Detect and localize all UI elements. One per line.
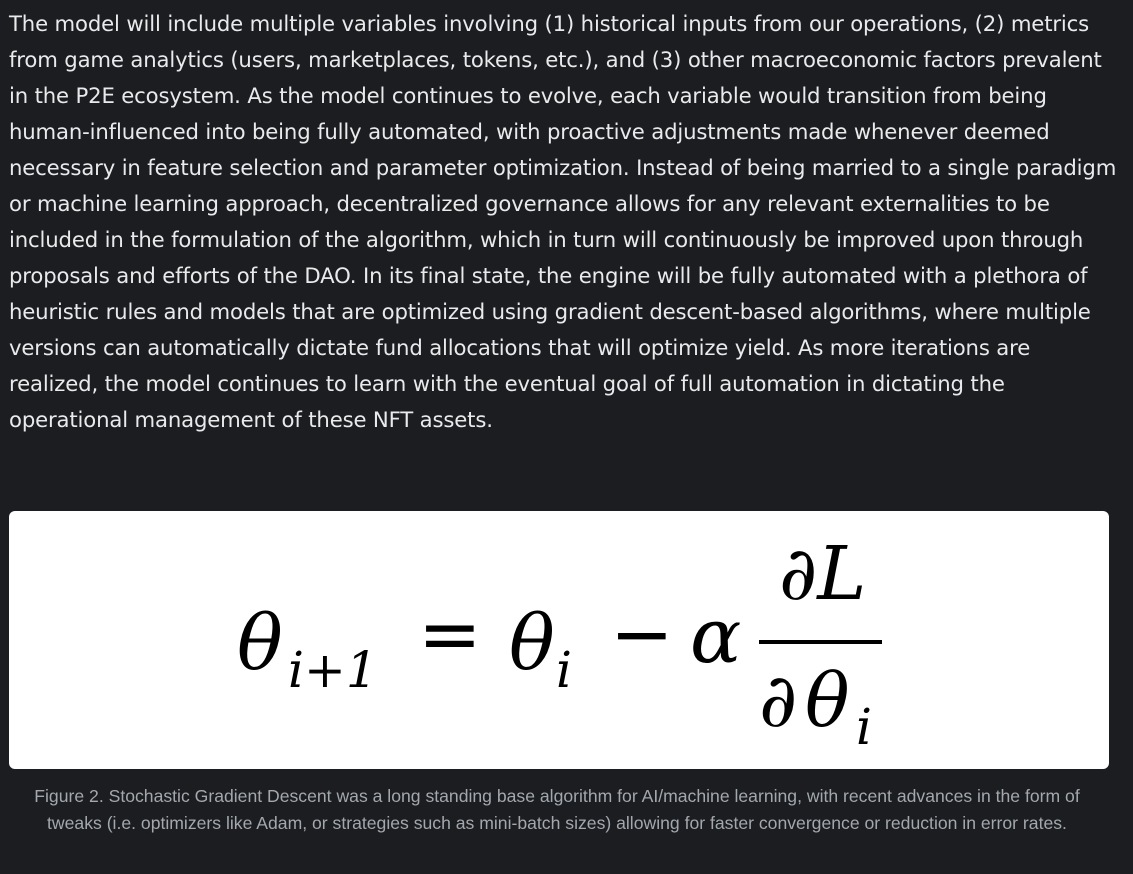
formula-subscript-i-lhs: i+1	[288, 641, 378, 699]
formula-minus-sign: −	[610, 589, 674, 678]
formula-fraction-bar	[759, 640, 882, 644]
formula-subscript-i-rhs: i	[556, 641, 572, 699]
formula-denominator-partial: ∂	[759, 658, 798, 744]
formula-numerator: ∂L	[779, 531, 867, 617]
formula-theta-lhs: θ	[237, 598, 283, 687]
formula-equals-sign: =	[418, 589, 482, 678]
formula-denominator-theta: θ	[805, 658, 850, 744]
sgd-update-formula	[9, 511, 1109, 769]
formula-figure	[9, 511, 1109, 769]
formula-subscript-i-denominator: i	[856, 698, 872, 756]
figure-caption: Figure 2. Stochastic Gradient Descent was a long standing base algorithm for AI/machine learning, with recent advances in the form of tweaks (i.e. optimizers like Adam, or strategies such as mini-batch sizes) allowing for faster convergence or reduction in error rates.	[34, 786, 1080, 833]
formula-alpha: α	[690, 591, 742, 680]
article-paragraph: The model will include multiple variables involving (1) historical inputs from our operations, (2) metrics from game analytics (users, marketplaces, tokens, etc.), and (3) other macroeconomic factors prevalent in the P2E ecosystem. As the model continues to evolve, each variable would transition from being human-influenced into being fully automated, with proactive adjustments made whenever deemed necessary in feature selection and parameter optimization. Instead of being married to a single paradigm or machine learning approach, decentralized governance allows for any relevant externalities to be included in the formulation of the algorithm, which in turn will continuously be improved upon through proposals and efforts of the DAO. In its final state, the engine will be fully automated with a plethora of heuristic rules and models that are optimized using gradient descent-based algorithms, where multiple versions can automatically dictate fund allocations that will optimize yield. As more iterations are realized, the model continues to learn with the eventual goal of full automation in dictating the operational management of these NFT assets.	[9, 11, 1117, 432]
formula-theta-rhs: θ	[509, 598, 555, 687]
